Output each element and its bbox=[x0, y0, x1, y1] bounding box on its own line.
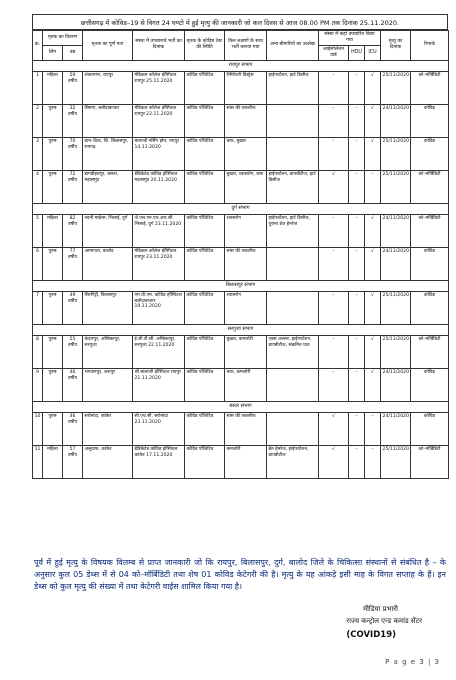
region-row bbox=[33, 401, 449, 412]
cell-icu: √ bbox=[365, 214, 381, 247]
cell-icu: √ bbox=[365, 137, 381, 170]
cell-test: कोविड पॉजिटिव bbox=[185, 137, 225, 170]
cell-remark: कोविड bbox=[411, 291, 449, 324]
cell-comorbid bbox=[267, 412, 319, 445]
cell-admit: मेडिकल कॉलेज हॉस्पिटल रायपुर 22.11.2020 bbox=[133, 104, 185, 137]
footnote: पूर्व में हुई मृत्यु के विषयक विलम्ब से प्राप्त जानकारी जो कि रायपुर, बिलासपुर, दुर्ग, बालोद जिले के चिकित्सा संस्थानों से संबंधित है – के अनुसार कुल 05 डेथ्स में से 04 को–मॉर्बिडिटी तथा शेष 01 कोविड केटेगरी की है। मृत्यु के यह आंकड़े इसी माह के विगत सप्ताह के हैं। इन डेथ्स को कुल मृत्यु की संख्या में तथा केटेगरी वाईस शामिल किया गया है। bbox=[34, 558, 446, 591]
cell-iso: – bbox=[319, 137, 349, 170]
cell-admit: ई.सी.टी.सी. अम्बिकापुर, सरगुजा 22.11.2020 bbox=[133, 335, 185, 368]
cell-symptom: सांस की तकलीफ bbox=[225, 247, 267, 280]
cell-remark: कोविड bbox=[411, 412, 449, 445]
signature-title: मीडिया प्रभारी bbox=[362, 605, 398, 613]
cell-symptom: सांस की तकलीफ bbox=[225, 412, 267, 445]
cell-hdu: – bbox=[349, 247, 365, 280]
col-age: उम्र bbox=[63, 45, 83, 60]
col-remark: रिमार्क bbox=[411, 31, 449, 61]
cell-address: सिमगा, बलौदाबाजार bbox=[83, 104, 133, 137]
cell-comorbid: ब्रेन हेमरेज, हाईपरटेंशन, डायबीटीज bbox=[267, 445, 319, 478]
cell-symptom: सांस की तकलीफ bbox=[225, 104, 267, 137]
cell-icu: √ bbox=[365, 335, 381, 368]
cell-hdu: – bbox=[349, 137, 365, 170]
cell-address: केदारपुर, अम्बिकापुर, सरगुजा bbox=[83, 335, 133, 368]
cell-date: 24/11/2020 bbox=[381, 368, 411, 401]
cell-age: 77 वर्षीय bbox=[63, 247, 83, 280]
cell-age: 32 वर्षीय bbox=[63, 104, 83, 137]
cell-hdu: – bbox=[349, 170, 365, 203]
region-label: बस्तर संभाग bbox=[33, 401, 449, 412]
cell-gender: पुरुष bbox=[43, 137, 63, 170]
cell-hdu: – bbox=[349, 368, 365, 401]
cell-age: 57 वर्षीय bbox=[63, 445, 83, 478]
cell-icu: √ bbox=[365, 368, 381, 401]
cell-admit: मेडिकल कॉलेज हॉस्पिटल रायपुर 25.11.2020 bbox=[133, 71, 185, 104]
cell-iso: – bbox=[319, 104, 349, 137]
region-row bbox=[33, 203, 449, 214]
cell-date: 25/11/2020 bbox=[381, 170, 411, 203]
cell-hdu: – bbox=[349, 412, 365, 445]
cell-sno: 9 bbox=[33, 368, 43, 401]
cell-sno: 7 bbox=[33, 291, 43, 324]
cell-test: कोविड पॉजिटिव bbox=[185, 214, 225, 247]
cell-admit: डेडिकेटेड कोविड हॉस्पिटल महासमुंद 20.11.2020 bbox=[133, 170, 185, 203]
cell-icu: √ bbox=[365, 104, 381, 137]
cell-comorbid: हाईपरटेंशन, हार्ट डिसीज bbox=[267, 71, 319, 104]
cell-date: 24/11/2020 bbox=[381, 214, 411, 247]
cell-comorbid bbox=[267, 247, 319, 280]
cell-iso: – bbox=[319, 335, 349, 368]
cell-gender: महिला bbox=[43, 71, 63, 104]
cell-address: शंकरनगर, रायपुर bbox=[83, 71, 133, 104]
col-icu: ICU bbox=[365, 45, 381, 60]
cell-admit: मेडिकल कॉलेज हॉस्पिटल रायपुर 23.11.2020 bbox=[133, 247, 185, 280]
cell-date: 24/11/2020 bbox=[381, 412, 411, 445]
cell-remark: को–मॉर्बिडिटी bbox=[411, 335, 449, 368]
cell-address: डागडीहारपुर, बसना, महासमुंद bbox=[83, 170, 133, 203]
cell-sno: 8 bbox=[33, 335, 43, 368]
cell-iso: – bbox=[319, 214, 349, 247]
cell-date: 24/11/2020 bbox=[381, 104, 411, 137]
cell-remark: को–मॉर्बिडिटी bbox=[411, 445, 449, 478]
cell-age: 70 वर्षीय bbox=[63, 137, 83, 170]
cell-iso: √ bbox=[319, 170, 349, 203]
signature-covid: (COVID19) bbox=[346, 630, 396, 640]
cell-sno: 3 bbox=[33, 137, 43, 170]
cell-address: नदनी माईन्स, भिलाई, दुर्ग bbox=[83, 214, 133, 247]
cell-icu: – bbox=[365, 445, 381, 478]
col-test: मृतक के कोविड टेस्ट की स्थिति bbox=[185, 31, 225, 61]
cell-date: 25/11/2020 bbox=[381, 335, 411, 368]
cell-sno: 4 bbox=[33, 170, 43, 203]
cell-address: ग्राम–दिवा, जि. बिलासपुर, रायगढ़ bbox=[83, 137, 133, 170]
cell-sno: 5 bbox=[33, 214, 43, 247]
cell-gender: पुरुष bbox=[43, 291, 63, 324]
col-care: संस्था में कहां उपचारित किया गया bbox=[319, 31, 381, 46]
table-row bbox=[33, 291, 449, 324]
table-row bbox=[33, 368, 449, 401]
col-symptom: किन लक्षणों के साथ भर्ती कराया गया bbox=[225, 31, 267, 61]
region-row bbox=[33, 60, 449, 71]
signature-office: राज्य कन्ट्रोल एन्ड कमांड सेंटर bbox=[346, 617, 422, 625]
region-row bbox=[33, 324, 449, 335]
region-label: रायपुर संभाग bbox=[33, 60, 449, 71]
cell-iso: – bbox=[319, 247, 349, 280]
region-label: दुर्ग संभाग bbox=[33, 203, 449, 214]
cell-gender: पुरुष bbox=[43, 104, 63, 137]
cell-sno: 10 bbox=[33, 412, 43, 445]
cell-symptom: श्वासरोग bbox=[225, 214, 267, 247]
col-hdu: HDU bbox=[349, 45, 365, 60]
cell-hdu: – bbox=[349, 104, 365, 137]
cell-admit: श्री बालाजी हॉस्पिटल रायपुर 21.11.2020 bbox=[133, 368, 185, 401]
cell-symptom: श्वासरोग bbox=[225, 291, 267, 324]
cell-sno: 11 bbox=[33, 445, 43, 478]
cell-remark: को–मॉर्बिडिटी bbox=[411, 71, 449, 104]
cell-address: सरोनांदा, कांकेर bbox=[83, 412, 133, 445]
cell-icu: √ bbox=[365, 247, 381, 280]
cell-test: कोविड पॉजिटिव bbox=[185, 71, 225, 104]
page-number: P a g e 3 | 3 bbox=[385, 658, 440, 666]
cell-comorbid bbox=[267, 291, 319, 324]
cell-sno: 6 bbox=[33, 247, 43, 280]
cell-comorbid bbox=[267, 137, 319, 170]
cell-date: 25/11/2020 bbox=[381, 291, 411, 324]
cell-address: भगवानपुर, जशपुर bbox=[83, 368, 133, 401]
col-comorbid: अन्य बीमारियों का उल्लेख bbox=[267, 31, 319, 61]
cell-symptom: बुखार, कमजोरी bbox=[225, 335, 267, 368]
cell-date: 25/11/2020 bbox=[381, 137, 411, 170]
cell-comorbid bbox=[267, 368, 319, 401]
cell-hdu: – bbox=[349, 445, 365, 478]
cell-gender: पुरुष bbox=[43, 335, 63, 368]
region-label: सरगुजा संभाग bbox=[33, 324, 449, 335]
cell-sno: 2 bbox=[33, 104, 43, 137]
cell-remark: को–मॉर्बिडिटी bbox=[411, 214, 449, 247]
cell-age: 72 वर्षीय bbox=[63, 170, 83, 203]
cell-gender: महिला bbox=[43, 445, 63, 478]
cell-iso: – bbox=[319, 291, 349, 324]
cell-admit: बालाजी नर्सिंग होम, रायपुर 14.11.2020 bbox=[133, 137, 185, 170]
cell-address: सिरगिट्टी, बिलासपुर bbox=[83, 291, 133, 324]
cell-symptom: कफ, बुखार bbox=[225, 137, 267, 170]
cell-hdu: – bbox=[349, 291, 365, 324]
cell-gender: पुरुष bbox=[43, 247, 63, 280]
cell-hdu: – bbox=[349, 335, 365, 368]
cell-icu: √ bbox=[365, 71, 381, 104]
cell-remark: कोविड bbox=[411, 368, 449, 401]
cell-age: 46 वर्षीय bbox=[63, 412, 83, 445]
cell-address: आमापारा, बालोद bbox=[83, 247, 133, 280]
cell-test: कोविड पॉजिटिव bbox=[185, 445, 225, 478]
deaths-table bbox=[32, 30, 449, 479]
deaths-table-body bbox=[33, 60, 449, 478]
cell-gender: पुरुष bbox=[43, 170, 63, 203]
cell-symptom: बुखार, श्वासरोग, कफ bbox=[225, 170, 267, 203]
cell-iso: – bbox=[319, 71, 349, 104]
table-row bbox=[33, 104, 449, 137]
table-row bbox=[33, 71, 449, 104]
cell-admit: सी.एच.सी. सरोनांदा 23.11.2020 bbox=[133, 412, 185, 445]
col-gender: लिंग bbox=[43, 45, 63, 60]
cell-icu: – bbox=[365, 412, 381, 445]
table-row bbox=[33, 170, 449, 203]
cell-comorbid: हाईपरटेंशन, डायबीटीज, हार्ट डिसीज bbox=[267, 170, 319, 203]
cell-age: 59 वर्षीय bbox=[63, 71, 83, 104]
cell-hdu: – bbox=[349, 71, 365, 104]
cell-hdu: – bbox=[349, 214, 365, 247]
cell-symptom: कफ, कमजोरी bbox=[225, 368, 267, 401]
cell-age: 55 वर्षीय bbox=[63, 335, 83, 368]
col-admit: संस्था में उपचारार्थ भर्ती का दिनांक bbox=[133, 31, 185, 61]
col-sno: क्र. bbox=[33, 31, 43, 61]
cell-gender: महिला bbox=[43, 214, 63, 247]
cell-iso: √ bbox=[319, 445, 349, 478]
table-row bbox=[33, 214, 449, 247]
cell-gender: पुरुष bbox=[43, 368, 63, 401]
cell-remark: कोविड bbox=[411, 104, 449, 137]
cell-address: अलुग्राफ, कांकेर bbox=[83, 445, 133, 478]
cell-admit: डेडिकेटेड कोविड हॉस्पिटल कांकेर 17.11.2020 bbox=[133, 445, 185, 478]
table-row bbox=[33, 137, 449, 170]
cell-age: 82 वर्षीय bbox=[63, 214, 83, 247]
table-row bbox=[33, 445, 449, 478]
cell-iso: √ bbox=[319, 412, 349, 445]
table-row bbox=[33, 247, 449, 280]
cell-comorbid: हाईपरटेंशन, हार्ट डिसीज, पुराना क्षेत्र हेमरेज bbox=[267, 214, 319, 247]
cell-comorbid: एक्स अल्सर, हाईपरटेंशन, डायबीटीज, संक्रमित घाव bbox=[267, 335, 319, 368]
cell-test: कोविड पॉजिटिव bbox=[185, 247, 225, 280]
cell-symptom: कमजोरी bbox=[225, 445, 267, 478]
cell-admit: जे.एल.एन.एच.आर.सी. भिलाई, दुर्ग 23.11.2020 bbox=[133, 214, 185, 247]
col-patient: मृतक का विवरण bbox=[43, 31, 83, 46]
cell-test: कोविड पॉजिटिव bbox=[185, 104, 225, 137]
cell-comorbid bbox=[267, 104, 319, 137]
cell-date: 25/11/2020 bbox=[381, 71, 411, 104]
region-label: बिलासपुर संभाग bbox=[33, 280, 449, 291]
cell-test: कोविड पॉजिटिव bbox=[185, 368, 225, 401]
cell-sno: 1 bbox=[33, 71, 43, 104]
header-row bbox=[33, 31, 449, 46]
cell-date: 25/11/2020 bbox=[381, 445, 411, 478]
cell-test: कोविड पॉजिटिव bbox=[185, 291, 225, 324]
table-row bbox=[33, 412, 449, 445]
cell-icu: √ bbox=[365, 291, 381, 324]
table-row bbox=[33, 335, 449, 368]
col-iso: आईसोलेशन वार्ड bbox=[319, 45, 349, 60]
cell-test: कोविड पॉजिटिव bbox=[185, 170, 225, 203]
cell-iso: – bbox=[319, 368, 349, 401]
col-address: मृतक का पूर्ण पता bbox=[83, 31, 133, 61]
cell-age: 49 वर्षीय bbox=[63, 291, 83, 324]
cell-remark: कोविड bbox=[411, 137, 449, 170]
region-row bbox=[33, 280, 449, 291]
cell-remark: को–मॉर्बिडिटी bbox=[411, 170, 449, 203]
cell-symptom: रेस्पिरेटरी डिस्ट्रेस bbox=[225, 71, 267, 104]
cell-icu: – bbox=[365, 170, 381, 203]
cell-age: 46 वर्षीय bbox=[63, 368, 83, 401]
cell-date: 24/11/2020 bbox=[381, 247, 411, 280]
document-heading: छत्तीसगढ़ में कोविड–19 से विगत 24 घण्टो में हुई मृत्यु की जानकारी जो कल दिवस से आज 08.00 PM तक दिनांक 25.11.2020. bbox=[32, 14, 448, 30]
cell-test: कोविड पॉजिटिव bbox=[185, 412, 225, 445]
cell-gender: पुरुष bbox=[43, 412, 63, 445]
cell-test: कोविड पॉजिटिव bbox=[185, 335, 225, 368]
col-death-date: मृत्यु का दिनांक bbox=[381, 31, 411, 61]
cell-admit: एम.वी.एम. कोविड हॉस्पिटल बलौदाबाजार 19.11.2020 bbox=[133, 291, 185, 324]
cell-remark: कोविड bbox=[411, 247, 449, 280]
